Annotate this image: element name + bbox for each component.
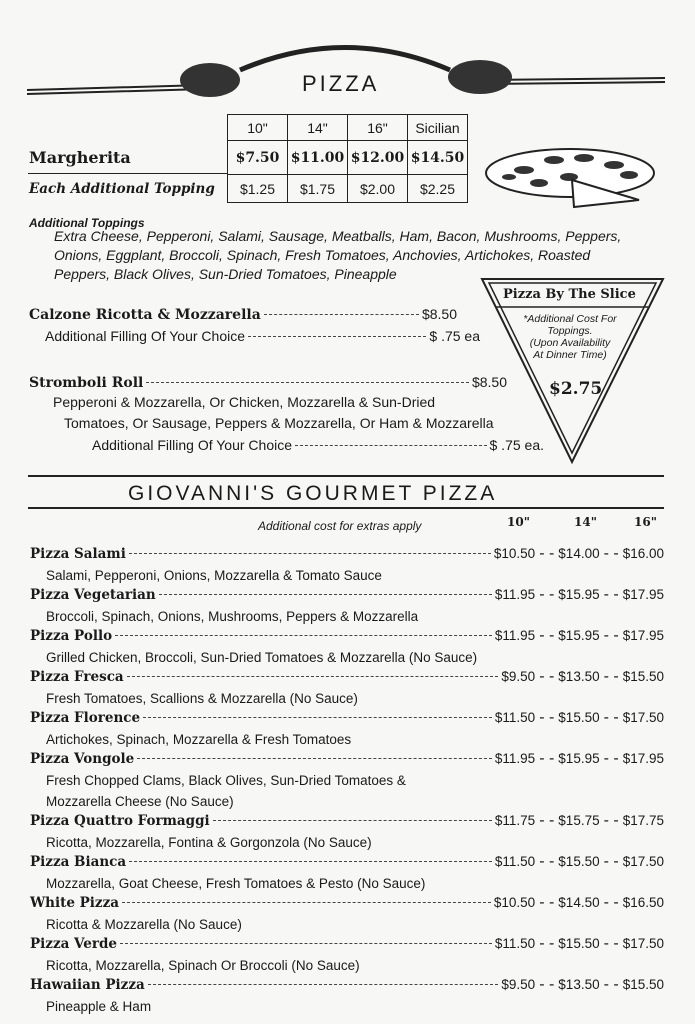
item-price: $17.50: [622, 854, 664, 869]
price-separator: - -: [603, 586, 619, 603]
item-price: $10.50: [493, 546, 536, 561]
stromboli-extra-price: $ .75 ea.: [489, 437, 544, 453]
gourmet-item: [30, 750, 664, 812]
divider: [28, 475, 664, 477]
price-separator: - -: [603, 709, 619, 726]
price-cell: $14.50: [408, 141, 468, 175]
price-separator: - -: [539, 894, 555, 911]
additional-toppings-list: [54, 227, 621, 284]
price-separator: - -: [603, 812, 619, 829]
pizza-title: PIZZA: [302, 71, 380, 96]
calzone-item: [29, 306, 457, 323]
item-name: Pizza Quattro Formaggi: [30, 813, 210, 829]
size-header: Sicilian: [408, 115, 468, 141]
margherita-price-table: [227, 114, 468, 203]
price-separator: - -: [539, 853, 555, 870]
gourmet-item: [30, 709, 664, 750]
size-header: 14": [288, 115, 348, 141]
item-price: $17.50: [622, 936, 664, 951]
price-cell: $7.50: [228, 141, 288, 175]
calzone-extra: [45, 328, 480, 344]
price-cell: $11.00: [288, 141, 348, 175]
item-price: $14.00: [558, 546, 600, 561]
additional-toppings-heading: Additional Toppings: [29, 216, 145, 230]
stromboli-item: [29, 374, 507, 391]
price-cell: $1.25: [228, 175, 288, 203]
size-header: 14": [574, 515, 597, 529]
margherita-label: Margherita: [29, 148, 131, 167]
price-separator: - -: [539, 627, 555, 644]
size-header: 16": [634, 515, 657, 529]
item-price: $15.95: [558, 587, 600, 602]
gourmet-title: GIOVANNI'S GOURMET PIZZA: [128, 482, 498, 505]
stromboli-desc: Pepperoni & Mozzarella, Or Chicken, Mozzarella & Sun-Dried: [53, 394, 436, 410]
item-description: Fresh Chopped Clams, Black Olives, Sun-Dried Tomatoes &: [46, 773, 406, 788]
item-price: $15.50: [558, 710, 600, 725]
price-cell: $2.25: [408, 175, 468, 203]
divider: [28, 507, 664, 509]
price-separator: - -: [539, 750, 555, 767]
price-separator: - -: [539, 586, 555, 603]
item-price: $17.95: [622, 628, 664, 643]
toppings-line: Onions, Eggplant, Broccoli, Spinach, Fresh Tomatoes, Anchovies, Artichokes, Roasted: [54, 247, 591, 263]
calzone-name: Calzone Ricotta & Mozzarella: [29, 307, 261, 323]
item-price: $15.50: [622, 669, 664, 684]
item-price: $15.95: [558, 751, 600, 766]
gourmet-item: [30, 586, 664, 627]
price-separator: - -: [539, 812, 555, 829]
price-separator: - -: [603, 545, 619, 562]
price-separator: - -: [603, 935, 619, 952]
slice-note-line: (Upon Availability: [529, 337, 611, 349]
gourmet-item: [30, 935, 664, 976]
item-description: Mozzarella Cheese (No Sauce): [46, 794, 234, 809]
item-price: $11.95: [494, 587, 536, 602]
item-description: Broccoli, Spinach, Onions, Mushrooms, Peppers & Mozzarella: [46, 609, 419, 624]
pizza-illustration: [484, 145, 660, 210]
item-name: Pizza Florence: [30, 710, 141, 726]
item-price: $11.50: [494, 936, 536, 951]
item-name: Pizza Vegetarian: [30, 587, 156, 603]
slice-price: $2.75: [549, 379, 603, 399]
slice-triangle: [480, 277, 665, 464]
item-description: Salami, Pepperoni, Onions, Mozzarella & Tomato Sauce: [46, 568, 382, 583]
price-separator: - -: [603, 976, 619, 993]
gourmet-item: [30, 894, 664, 935]
price-cell: $1.75: [288, 175, 348, 203]
item-price: $15.50: [558, 936, 600, 951]
item-price: $16.00: [622, 546, 664, 561]
price-separator: - -: [603, 627, 619, 644]
item-description: Ricotta & Mozzarella (No Sauce): [46, 917, 242, 932]
item-description: Ricotta, Mozzarella, Spinach Or Broccoli (No Sauce): [46, 958, 360, 973]
price-separator: - -: [603, 668, 619, 685]
item-description: Mozzarella, Goat Cheese, Fresh Tomatoes & Pesto (No Sauce): [46, 876, 426, 891]
item-name: Pizza Fresca: [30, 669, 124, 685]
item-description: Pineapple & Ham: [46, 999, 152, 1014]
gourmet-item: [30, 853, 664, 894]
item-price: $15.95: [558, 628, 600, 643]
gourmet-item: [30, 668, 664, 709]
item-description: Fresh Tomatoes, Scallions & Mozzarella (No Sauce): [46, 691, 358, 706]
slice-note-line: *Additional Cost For: [523, 313, 617, 325]
calzone-extra-price: $ .75 ea: [429, 328, 480, 344]
size-header: 10": [507, 515, 530, 529]
item-price: $11.95: [494, 628, 536, 643]
item-price: $17.50: [622, 710, 664, 725]
item-price: $14.50: [558, 895, 600, 910]
stromboli-extra-label: Additional Filling Of Your Choice: [92, 437, 293, 453]
size-header: 16": [348, 115, 408, 141]
stromboli-desc: Tomatoes, Or Sausage, Peppers & Mozzarella, Or Ham & Mozzarella: [64, 415, 494, 431]
item-description: Ricotta, Mozzarella, Fontina & Gorgonzola (No Sauce): [46, 835, 372, 850]
slice-note-line: At Dinner Time): [533, 349, 607, 361]
item-price: $11.95: [494, 751, 536, 766]
item-description: Grilled Chicken, Broccoli, Sun-Dried Tomatoes & Mozzarella (No Sauce): [46, 650, 478, 665]
divider: [28, 173, 228, 174]
item-name: Hawaiian Pizza: [30, 977, 145, 993]
stromboli-extra: [92, 437, 544, 453]
price-separator: - -: [539, 976, 555, 993]
price-cell: $12.00: [348, 141, 408, 175]
gourmet-item: [30, 976, 664, 1017]
topping-label: Each Additional Topping: [29, 181, 215, 197]
item-price: $9.50: [501, 977, 536, 992]
item-name: Pizza Verde: [30, 936, 118, 952]
item-price: $17.75: [622, 813, 664, 828]
toppings-line: Peppers, Black Olives, Sun-Dried Tomatoes, Pineapple: [54, 266, 397, 282]
item-price: $13.50: [558, 669, 600, 684]
price-separator: - -: [539, 709, 555, 726]
slice-note-line: Toppings.: [547, 325, 593, 337]
item-name: Pizza Bianca: [30, 854, 127, 870]
gourmet-item: [30, 627, 664, 668]
gourmet-item: [30, 812, 664, 853]
item-price: $11.50: [494, 854, 536, 869]
item-price: $11.75: [494, 813, 536, 828]
item-name: Pizza Salami: [30, 546, 126, 562]
item-name: Pizza Pollo: [30, 628, 113, 644]
item-name: Pizza Vongole: [30, 751, 135, 767]
item-price: $16.50: [622, 895, 664, 910]
item-name: White Pizza: [30, 895, 119, 911]
calzone-extra-label: Additional Filling Of Your Choice: [45, 328, 246, 344]
size-header: 10": [228, 115, 288, 141]
price-separator: - -: [539, 545, 555, 562]
extras-note: Additional cost for extras apply: [258, 519, 422, 533]
gourmet-list: [30, 545, 664, 1017]
toppings-line: Extra Cheese, Pepperoni, Salami, Sausage, Meatballs, Ham, Bacon, Mushrooms, Peppers,: [54, 228, 622, 244]
price-separator: - -: [603, 894, 619, 911]
item-price: $15.50: [558, 854, 600, 869]
price-cell: $2.00: [348, 175, 408, 203]
stromboli-name: Stromboli Roll: [29, 375, 144, 391]
item-price: $17.95: [622, 587, 664, 602]
price-separator: - -: [539, 935, 555, 952]
item-price: $15.75: [558, 813, 600, 828]
slice-note: [505, 313, 635, 361]
slice-title: Pizza By The Slice: [503, 287, 636, 302]
item-price: $11.50: [494, 710, 536, 725]
item-price: $13.50: [558, 977, 600, 992]
price-separator: - -: [603, 853, 619, 870]
gourmet-item: [30, 545, 664, 586]
price-separator: - -: [603, 750, 619, 767]
stromboli-price: $8.50: [471, 374, 507, 390]
price-separator: - -: [539, 668, 555, 685]
item-price: $10.50: [493, 895, 536, 910]
item-price: $17.95: [622, 751, 664, 766]
item-price: $9.50: [501, 669, 536, 684]
item-description: Artichokes, Spinach, Mozzarella & Fresh Tomatoes: [46, 732, 352, 747]
item-price: $15.50: [622, 977, 664, 992]
calzone-price: $8.50: [421, 306, 457, 322]
